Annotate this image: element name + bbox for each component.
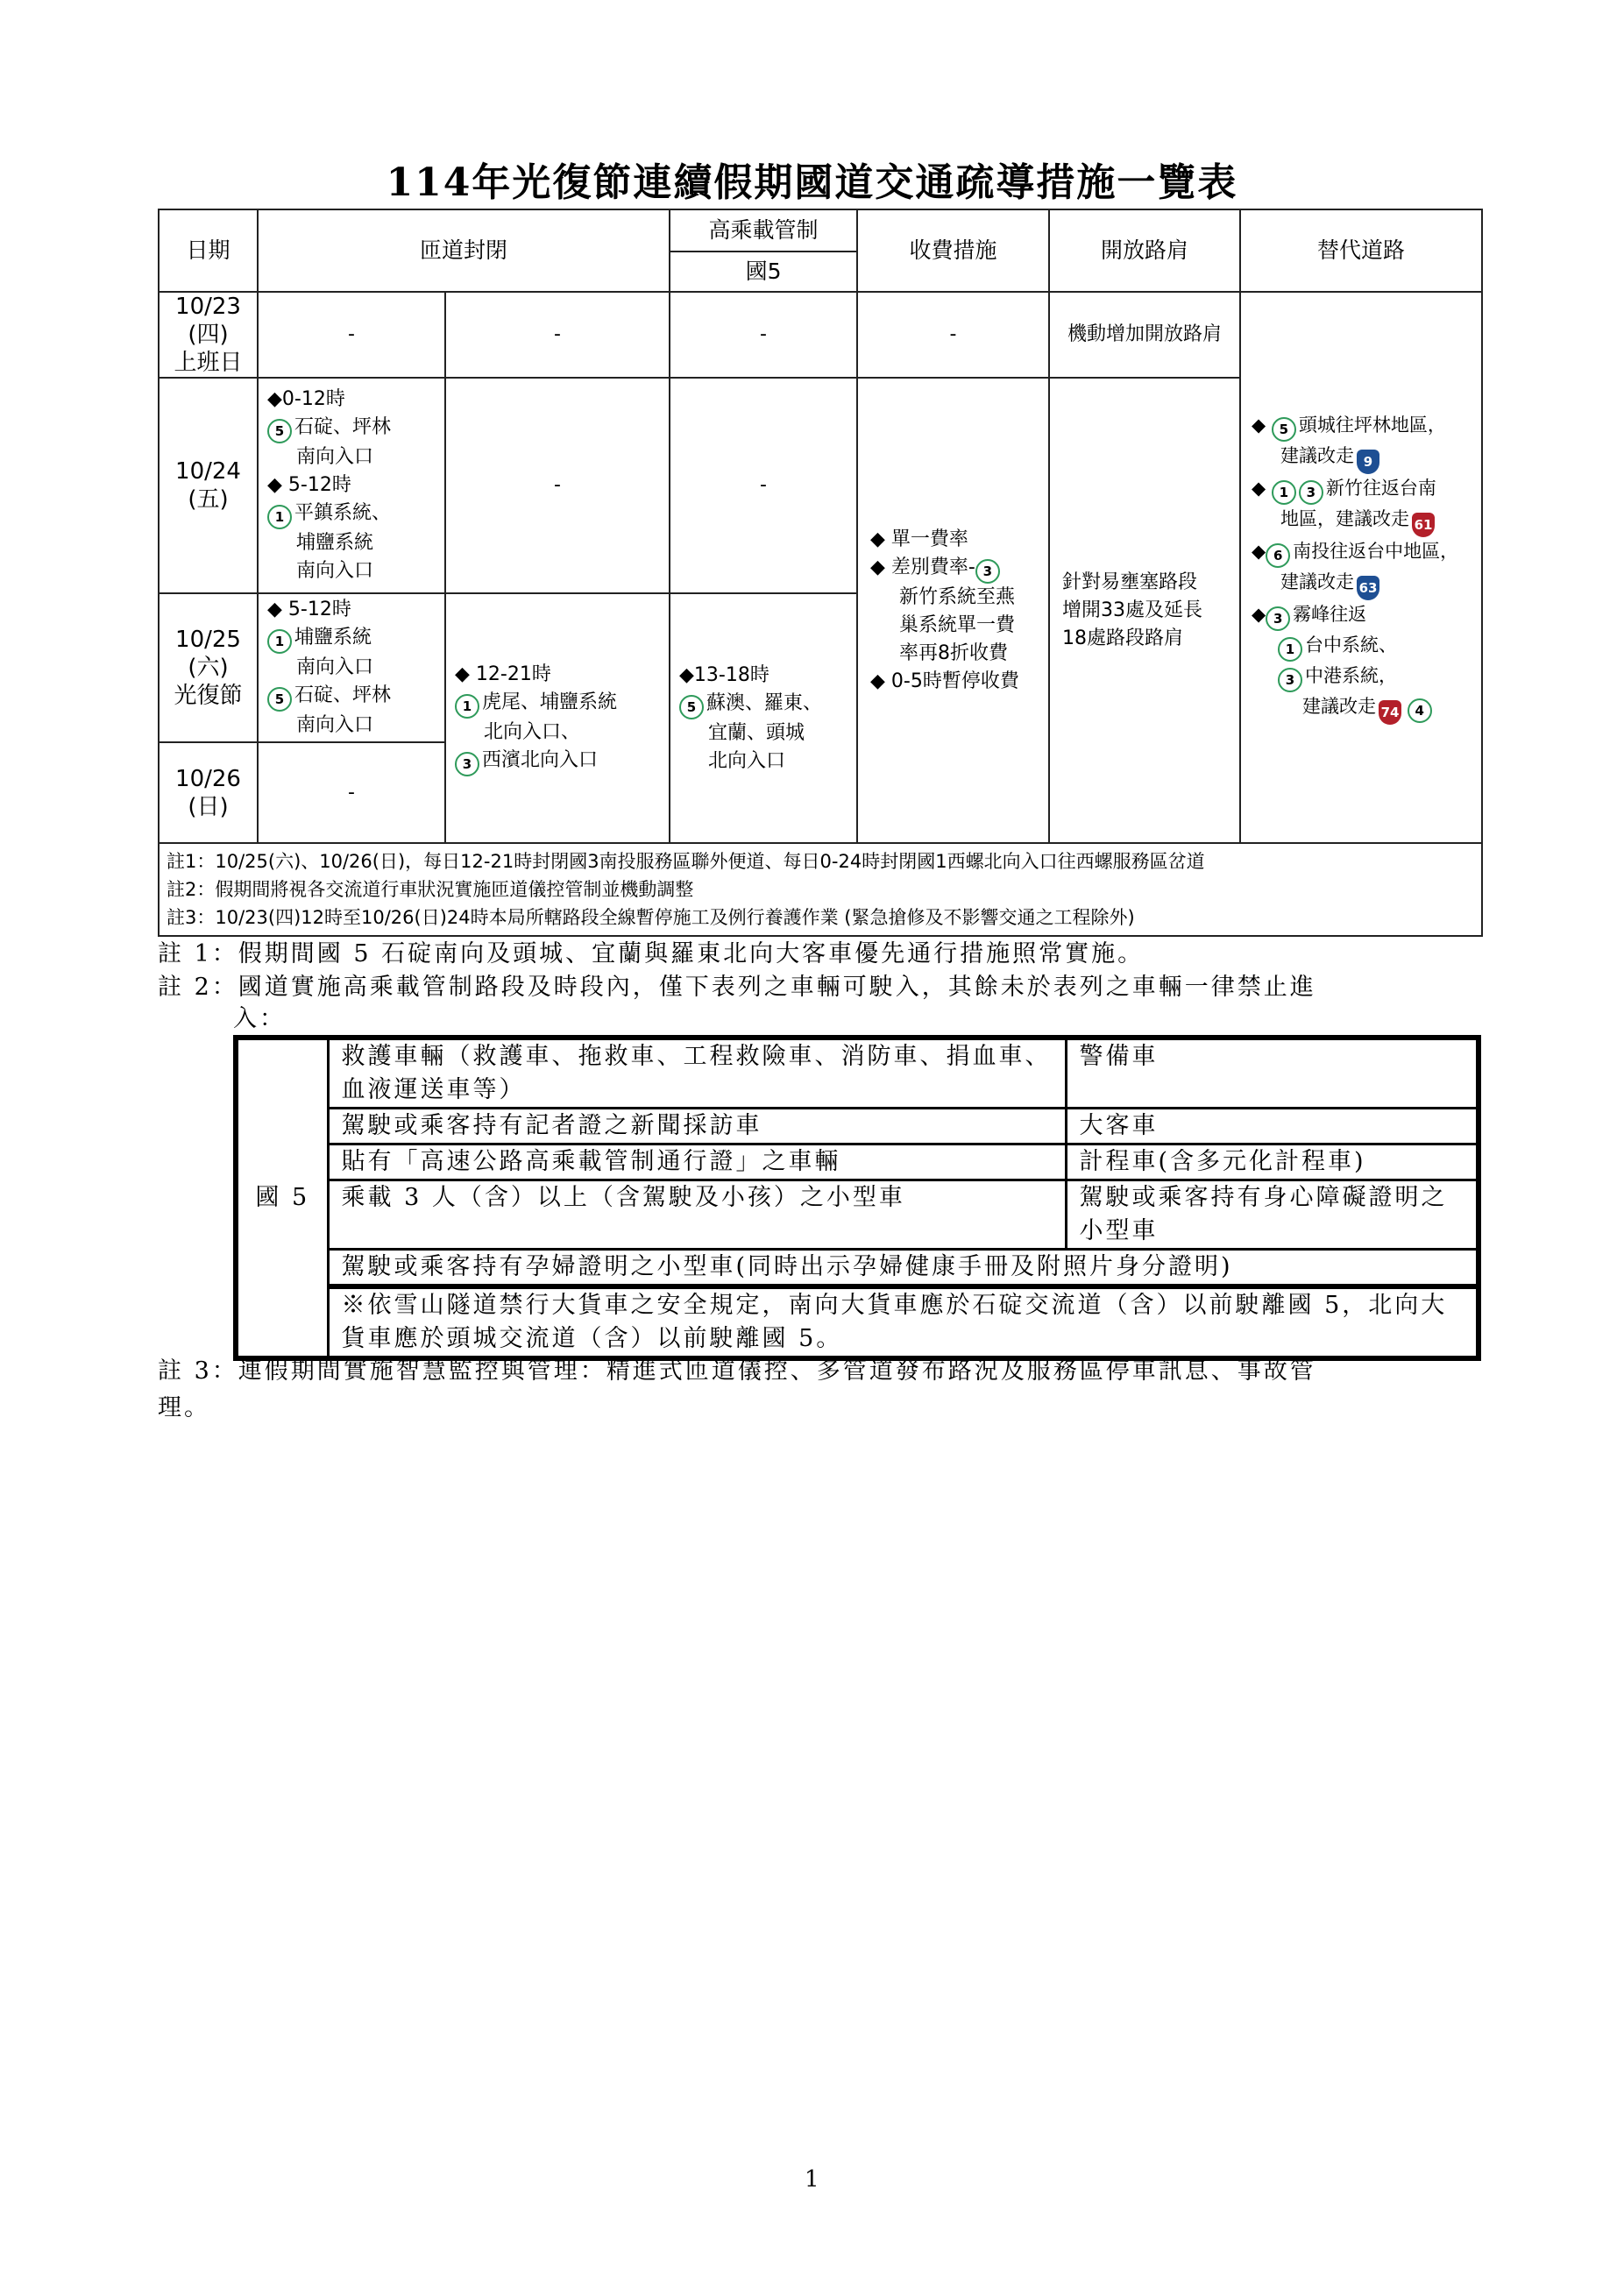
- vehicle-type: 警備車: [1066, 1038, 1479, 1109]
- shoulder-cell: 針對易壅塞路段 增開33處及延長 18處路段路肩: [1049, 378, 1240, 843]
- expressway-61-icon: 61: [1412, 513, 1435, 537]
- toll-cell: ◆ 單一費率 ◆ 差別費率- 3 新竹系統至燕 巢系統單一費 率再8折收費 ◆ 0-5時暫停收費: [857, 378, 1049, 843]
- hov-cell: -: [670, 292, 857, 378]
- vehicle-type: 貼有「高速公路高乘載管制通行證」之車輛: [328, 1144, 1066, 1180]
- ramp1-cell: -: [258, 742, 445, 843]
- table-notes: [159, 843, 1482, 936]
- page-number: 1: [805, 2166, 819, 2193]
- header-date: 日期: [159, 209, 258, 292]
- freeway-label: 國 5: [236, 1038, 328, 1358]
- ramp2-cell: -: [445, 292, 670, 378]
- hov-cell: ◆13-18時 5 蘇澳、羅東、 宜蘭、頭城 北向入口: [670, 593, 857, 843]
- header-shoulder: 開放路肩: [1049, 209, 1240, 292]
- ramp2-cell: ◆ 12-21時 1 虎尾、埔鹽系統 北向入口、 3 西濱北向入口: [445, 593, 670, 843]
- header-hov: 高乘載管制: [670, 209, 857, 252]
- expressway-74-icon: 74: [1379, 700, 1401, 725]
- note-1: 註 1：假期間國 5 石碇南向及頭城、宜蘭與羅東北向大客車優先通行措施照常實施。: [158, 940, 1145, 967]
- vehicle-type: 救護車輛（救護車、拖救車、工程救險車、消防車、捐血車、血液運送車等）: [328, 1038, 1066, 1109]
- vehicle-type: 駕駛或乘客持有記者證之新聞採訪車: [328, 1109, 1066, 1144]
- freeway-3-icon: 3: [1278, 668, 1302, 692]
- freeway-3-icon: 3: [1299, 480, 1323, 505]
- note-3-cont: 理。: [158, 1394, 210, 1421]
- expressway-9-icon: 9: [1357, 450, 1379, 474]
- freeway-3-icon: 3: [975, 559, 1000, 584]
- page-title: 114年光復節連續假期國道交通疏導措施一覽表: [386, 160, 1238, 205]
- note-2: 註 2：國道實施高乘載管制路段及時段內，僅下表列之車輛可駛入，其餘未於表列之車輛一律禁止進: [158, 974, 1316, 1001]
- table-note-2: 註2：假期間將視各交流道行車狀況實施匝道儀控管制並機動調整: [167, 879, 694, 900]
- vehicle-type: 計程車(含多元化計程車): [1066, 1144, 1479, 1180]
- note-3: 註 3：連假期間實施智慧監控與管理：精進式匝道儀控、多管道發布路況及服務區停車訊息、事故管: [158, 1357, 1316, 1385]
- date-cell: 10/23 (四) 上班日: [159, 292, 258, 378]
- freeway-5-icon: 5: [1272, 417, 1296, 442]
- freeway-1-icon: 1: [455, 694, 479, 719]
- table-row: [159, 292, 1482, 378]
- hov-allowed-vehicles-table: [233, 1035, 1481, 1361]
- date-cell: 10/24 (五): [159, 378, 258, 593]
- table-note-3: 註3：10/23(四)12時至10/26(日)24時本局所轄路段全線暫停施工及例行養護作業 (緊急搶修及不影響交通之工程除外): [167, 907, 1135, 928]
- note-2-cont: 入：: [233, 1005, 286, 1032]
- header-hov-freeway5: 國5: [670, 252, 857, 292]
- freeway-1-icon: 1: [267, 629, 292, 654]
- freeway-3-icon: 3: [455, 752, 479, 776]
- header-ramp-closure: 匝道封閉: [258, 209, 670, 292]
- freeway-6-icon: 6: [1266, 543, 1290, 568]
- freeway-4-icon: 4: [1408, 698, 1432, 723]
- date-cell: 10/25 (六) 光復節: [159, 593, 258, 742]
- hov-cell: -: [670, 378, 857, 593]
- freeway-1-icon: 1: [1272, 480, 1296, 505]
- vehicle-type: 大客車: [1066, 1109, 1479, 1144]
- freeway-1-icon: 1: [267, 505, 292, 529]
- shoulder-cell: 機動增加開放路肩: [1049, 292, 1240, 378]
- freeway-3-icon: 3: [1266, 606, 1290, 631]
- toll-cell: -: [857, 292, 1049, 378]
- truck-rule: ※依雪山隧道禁行大貨車之安全規定，南向大貨車應於石碇交流道（含）以前駛離國 5，北向大貨車應於頭城交流道（含）以前駛離國 5。: [328, 1286, 1479, 1358]
- traffic-measures-table: [158, 209, 1483, 937]
- ramp1-cell: -: [258, 292, 445, 378]
- vehicle-type: 乘載 3 人（含）以上（含駕駛及小孩）之小型車: [328, 1180, 1066, 1250]
- ramp1-cell: ◆0-12時 5 石碇、坪林 南向入口 ◆ 5-12時 1 平鎮系統、 埔鹽系統 南向入口: [258, 378, 445, 593]
- freeway-5-icon: 5: [267, 687, 292, 712]
- freeway-5-icon: 5: [267, 419, 292, 443]
- header-alt-route: 替代道路: [1240, 209, 1482, 292]
- alt-route-cell: ◆ 5 頭城往坪林地區， 建議改走 9 ◆ 1 3 新竹往返台南 地區，建議改走 61 ◆ 6 南投往返台中地區， 建議改走 63 ◆ 3 霧峰往返 1 台中系統、 3 中港系統， 建議改走 74 4: [1240, 292, 1482, 843]
- ramp2-cell: -: [445, 378, 670, 593]
- table-note-1: 註1：10/25(六)、10/26(日)，每日12-21時封閉國3南投服務區聯外便道、每日0-24時封閉國1西螺北向入口往西螺服務區岔道: [167, 851, 1205, 872]
- vehicle-type: 駕駛或乘客持有孕婦證明之小型車(同時出示孕婦健康手冊及附照片身分證明): [328, 1250, 1479, 1287]
- freeway-1-icon: 1: [1278, 637, 1302, 662]
- expressway-63-icon: 63: [1357, 576, 1379, 600]
- date-cell: 10/26 (日): [159, 742, 258, 843]
- vehicle-type: 駕駛或乘客持有身心障礙證明之小型車: [1066, 1180, 1479, 1250]
- ramp1-cell: ◆ 5-12時 1 埔鹽系統 南向入口 5 石碇、坪林 南向入口: [258, 593, 445, 742]
- freeway-5-icon: 5: [679, 695, 704, 719]
- header-toll: 收費措施: [857, 209, 1049, 292]
